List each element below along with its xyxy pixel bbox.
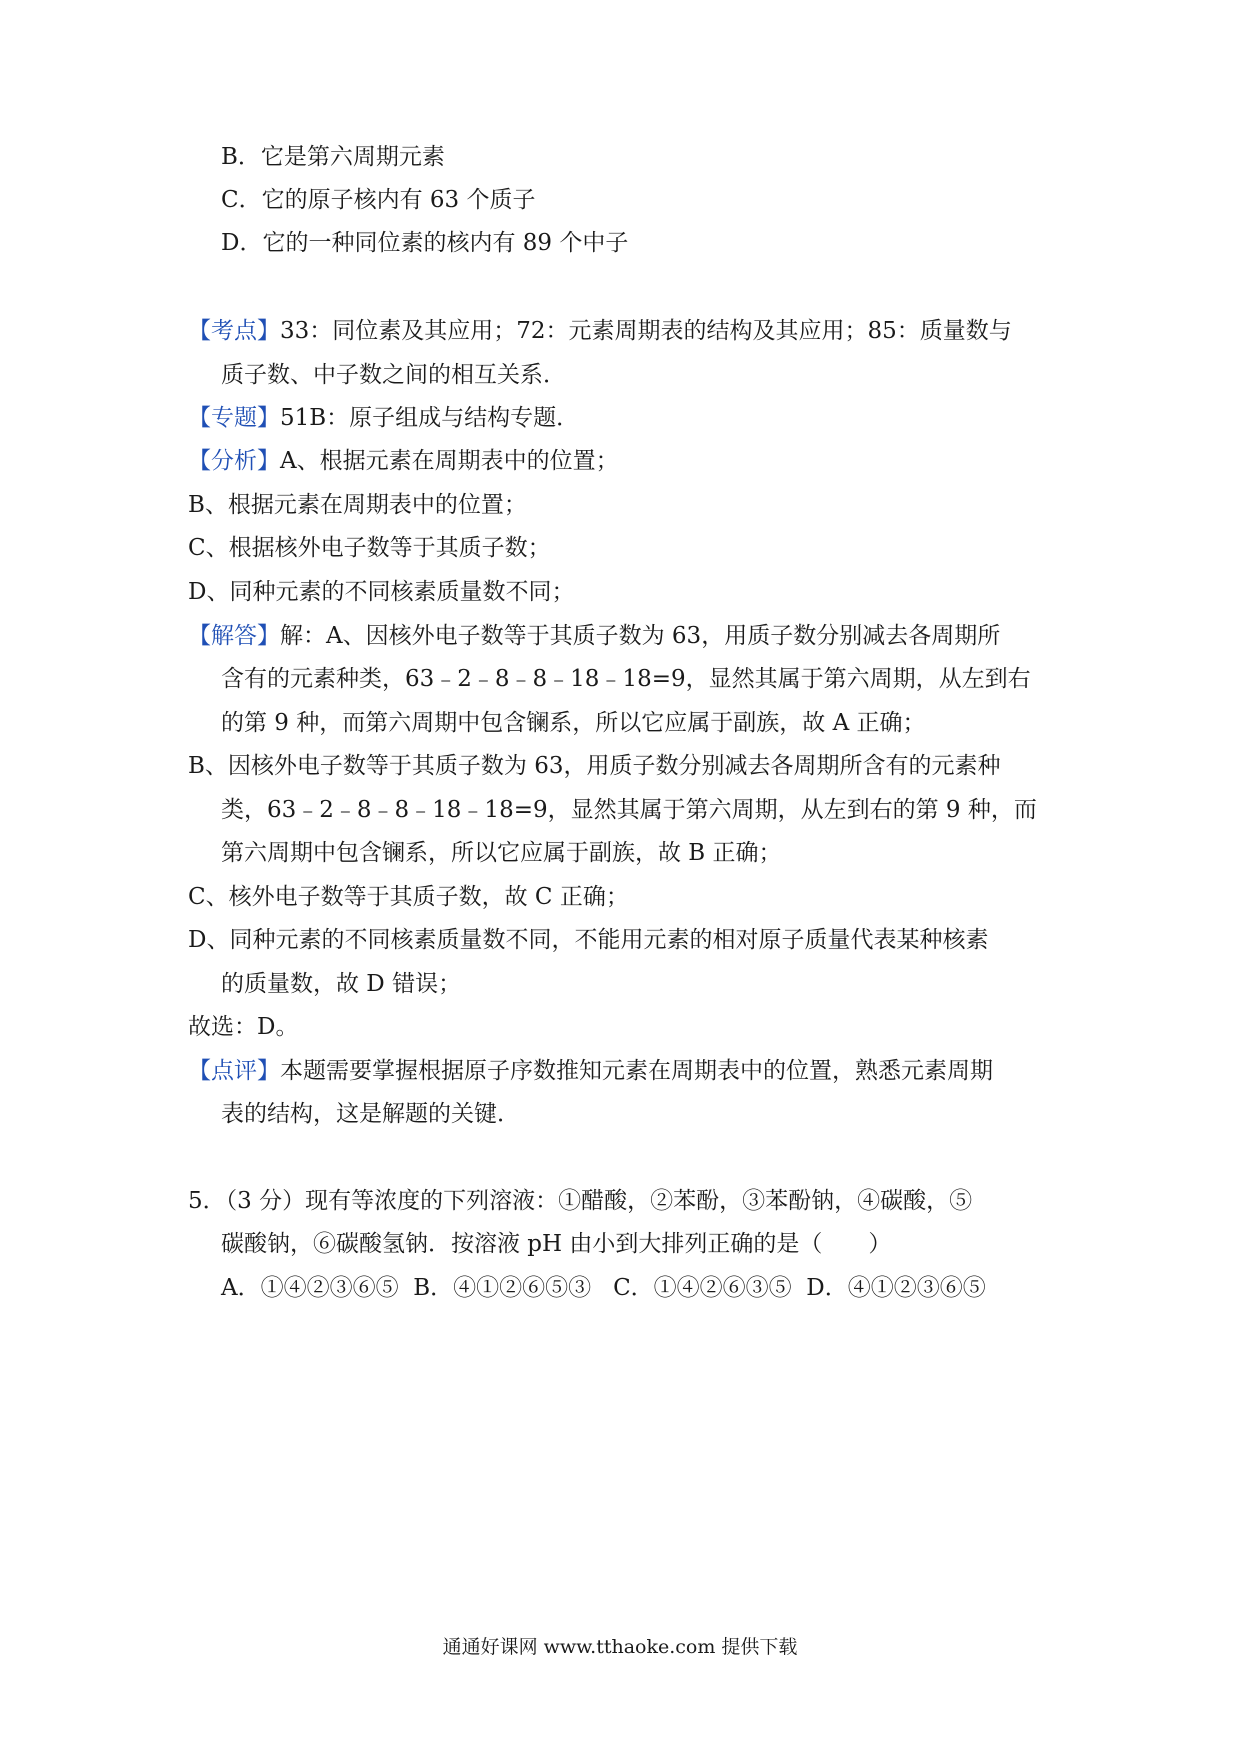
jieda-d-line2: 的质量数，故 D 错误； — [221, 971, 462, 997]
fenxi-line-c: C、根据核外电子数等于其质子数； — [188, 535, 551, 561]
kaodian-text1: 33：同位素及其应用；72：元素周期表的结构及其应用；85：质量数与 — [280, 318, 1012, 344]
kaodian-tag: 【考点】 — [188, 318, 280, 344]
q4-option-c: C．它的原子核内有 63 个质子 — [221, 187, 536, 213]
jieda-tag: 【解答】 — [188, 623, 280, 649]
dianping-text1: 本题需要掌握根据原子序数推知元素在周期表中的位置，熟悉元素周期 — [280, 1058, 993, 1084]
jieda-b-line2: 类，63﹣2﹣8﹣8﹣18﹣18=9，显然其属于第六周期，从左到右的第 9 种，而 — [221, 797, 1037, 823]
fenxi-line1 — [188, 446, 619, 476]
fenxi-text1: A、根据元素在周期表中的位置； — [280, 448, 619, 474]
q4-option-d: D．它的一种同位素的核内有 89 个中子 — [221, 230, 629, 256]
zhuanti-tag: 【专题】 — [188, 405, 280, 431]
q4-option-b: B．它是第六周期元素 — [221, 144, 445, 170]
fenxi-line-d: D、同种元素的不同核素质量数不同； — [188, 579, 575, 605]
zhuanti-text: 51B：原子组成与结构专题． — [280, 405, 580, 431]
kaodian-line2: 质子数、中子数之间的相互关系． — [221, 362, 566, 388]
fenxi-line-b: B、根据元素在周期表中的位置； — [188, 492, 527, 518]
jieda-a-line3: 的第 9 种，而第六周期中包含镧系，所以它应属于副族，故 A 正确； — [221, 710, 926, 736]
q5-options: A．①④②③⑥⑤ B．④①②⑥⑤③ C．①④②⑥③⑤ D．④①②③⑥⑤ — [221, 1275, 986, 1301]
jieda-b-line1: B、因核外电子数等于其质子数为 63，用质子数分别减去各周期所含有的元素种 — [188, 753, 1001, 779]
jieda-text1: 解：A、因核外电子数等于其质子数为 63，用质子数分别减去各周期所 — [280, 623, 1001, 649]
jieda-b-line3: 第六周期中包含镧系，所以它应属于副族，故 B 正确； — [221, 840, 782, 866]
dianping-tag: 【点评】 — [188, 1058, 280, 1084]
fenxi-tag: 【分析】 — [188, 448, 280, 474]
zhuanti-line — [188, 403, 579, 433]
jieda-line1 — [188, 621, 1000, 651]
footer-source: 通通好课网 www.tthaoke.com 提供下载 — [442, 1636, 798, 1658]
jieda-d-line1: D、同种元素的不同核素质量数不同，不能用元素的相对原子质量代表某种核素 — [188, 927, 989, 953]
dianping-line2: 表的结构，这是解题的关键． — [221, 1101, 520, 1127]
jieda-answer: 故选：D。 — [188, 1014, 299, 1040]
dianping-line1 — [188, 1056, 993, 1086]
q5-line2: 碳酸钠，⑥碳酸氢钠．按溶液 pH 由小到大排列正确的是（ ） — [221, 1231, 892, 1257]
kaodian-line1 — [188, 316, 1012, 346]
q5-line1: 5．（3 分）现有等浓度的下列溶液：①醋酸，②苯酚，③苯酚钠，④碳酸，⑤ — [188, 1188, 973, 1214]
jieda-a-line2: 含有的元素种类，63﹣2﹣8﹣8﹣18﹣18=9，显然其属于第六周期，从左到右 — [221, 666, 1031, 692]
jieda-c-line1: C、核外电子数等于其质子数，故 C 正确； — [188, 884, 629, 910]
